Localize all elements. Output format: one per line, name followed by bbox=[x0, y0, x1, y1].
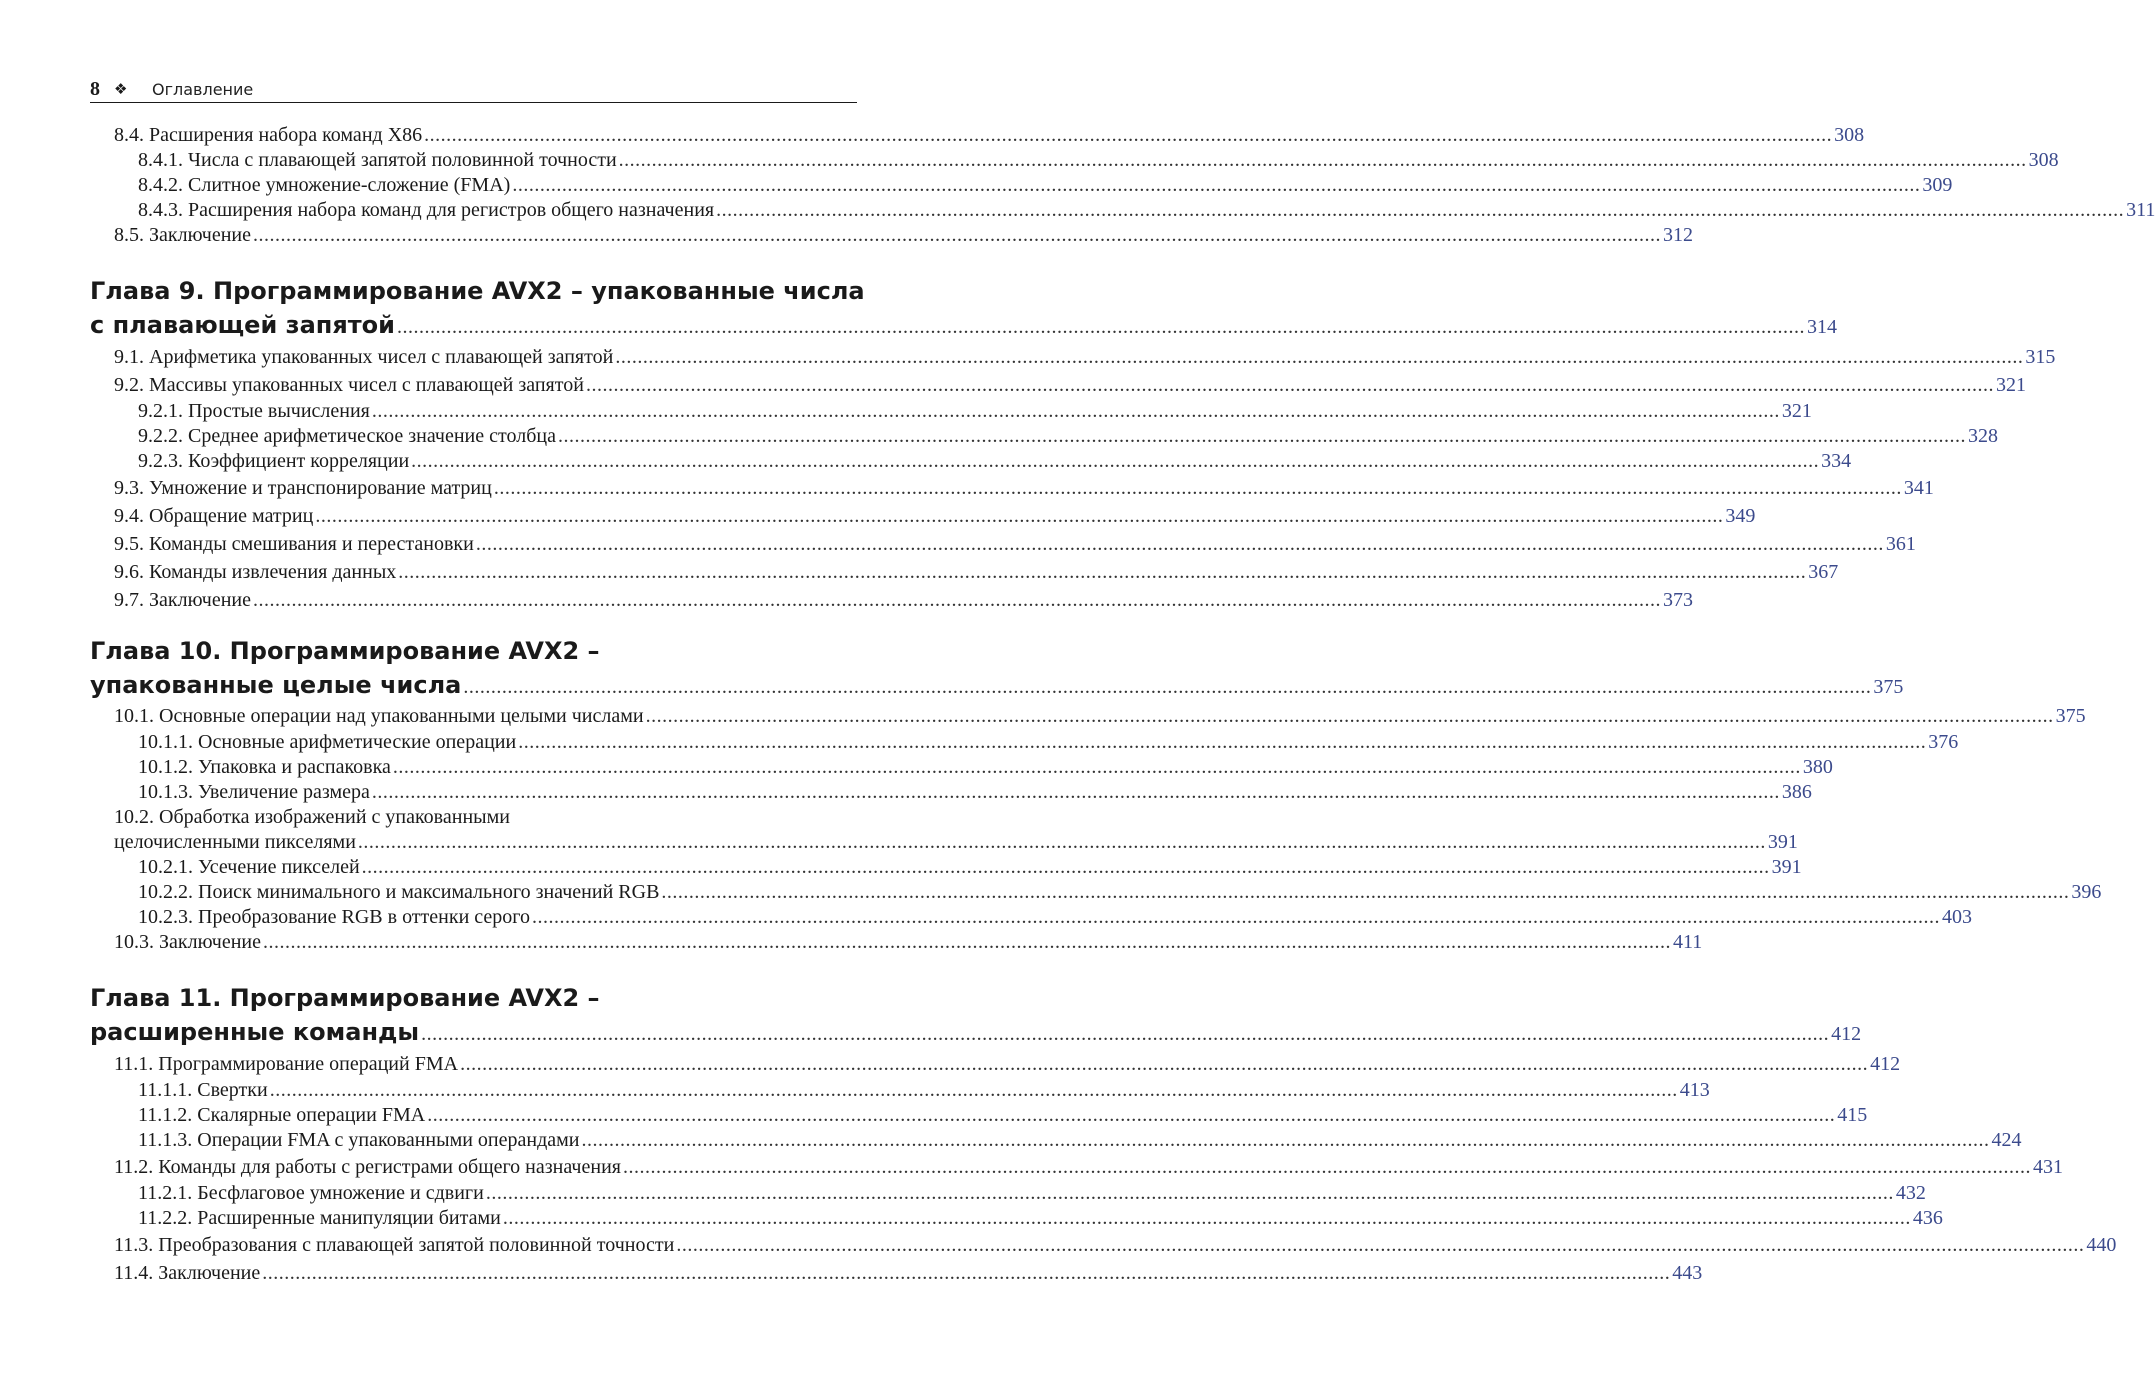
toc-entry-page[interactable]: 328 bbox=[1967, 425, 1998, 447]
toc-entry-page[interactable]: 386 bbox=[1781, 781, 1812, 803]
toc-entry-page[interactable]: 391 bbox=[1771, 856, 1802, 878]
toc-entry-page[interactable]: 380 bbox=[1802, 756, 1833, 778]
chapter-10-entries bbox=[90, 702, 2102, 955]
toc-entry-page[interactable]: 443 bbox=[1672, 1262, 1703, 1284]
chapter-11-heading[interactable] bbox=[90, 981, 1862, 1049]
toc-entry-page[interactable]: 432 bbox=[1895, 1182, 1926, 1204]
toc-entry[interactable] bbox=[90, 1231, 2117, 1259]
toc-entry-title: 9.5. Команды смешивания и перестановки bbox=[114, 533, 474, 555]
toc-entry[interactable] bbox=[90, 530, 1916, 558]
toc-entry-page[interactable]: 308 bbox=[1834, 124, 1865, 146]
running-head-title: Оглавление bbox=[152, 79, 254, 99]
leader-dots bbox=[362, 855, 1770, 880]
leader-dots bbox=[421, 1017, 1829, 1051]
toc-entry[interactable] bbox=[90, 198, 2155, 223]
toc-entry-title: 11.1.2. Скалярные операции FMA bbox=[138, 1104, 426, 1126]
leader-dots bbox=[623, 1153, 2031, 1181]
toc-entry-title: 8.4.2. Слитное умножение-сложение (FMA) bbox=[138, 174, 511, 196]
toc-entry[interactable] bbox=[90, 1078, 1710, 1103]
toc-entry-page[interactable]: 361 bbox=[1885, 533, 1916, 555]
leader-dots bbox=[586, 371, 1994, 399]
toc-entry-page[interactable]: 349 bbox=[1725, 505, 1756, 527]
toc-entry-title: 10.1.3. Увеличение размера bbox=[138, 781, 370, 803]
chapter-11-entries bbox=[90, 1050, 2117, 1287]
toc-entry[interactable] bbox=[90, 371, 2026, 399]
toc-entry-title: 10.1.1. Основные арифметические операции bbox=[138, 731, 517, 753]
toc-entry[interactable] bbox=[90, 123, 1865, 148]
toc-entry-title: 10.2.2. Поиск минимального и максимального значений RGB bbox=[138, 881, 660, 903]
leader-dots bbox=[646, 702, 2054, 730]
chapter-title-line2: расширенные команды bbox=[90, 1018, 420, 1046]
chapter-page[interactable]: 412 bbox=[1831, 1023, 1862, 1045]
chapter-10-heading[interactable] bbox=[90, 634, 1904, 702]
toc-entry-title: 8.4. Расширения набора команд X86 bbox=[114, 124, 423, 146]
leader-dots bbox=[253, 223, 1661, 248]
section-8-tail bbox=[90, 123, 2155, 248]
toc-entry[interactable] bbox=[90, 1103, 1868, 1128]
toc-entry-title: 11.2.2. Расширенные манипуляции битами bbox=[138, 1207, 501, 1229]
toc-entry-page[interactable]: 308 bbox=[2028, 149, 2059, 171]
toc-entry[interactable] bbox=[90, 1153, 2063, 1181]
leader-dots bbox=[398, 558, 1806, 586]
toc-entry[interactable] bbox=[90, 586, 1693, 614]
toc-entry-title: 9.7. Заключение bbox=[114, 589, 251, 611]
leader-dots bbox=[253, 586, 1661, 614]
toc-entry[interactable] bbox=[90, 1181, 1926, 1206]
chapter-9-heading[interactable] bbox=[90, 274, 1837, 342]
toc-entry-page[interactable]: 311 bbox=[2126, 199, 2155, 221]
leader-dots bbox=[582, 1128, 1990, 1153]
chapter-title-line2-row[interactable] bbox=[90, 1015, 1862, 1049]
leader-dots bbox=[315, 502, 1723, 530]
toc-entry-title: 11.1.3. Операции FMA с упакованными операндами bbox=[138, 1129, 580, 1151]
toc-entry-page[interactable]: 373 bbox=[1663, 589, 1693, 611]
leader-dots bbox=[427, 1103, 1835, 1128]
toc-entry-title: 10.1.2. Упаковка и распаковка bbox=[138, 756, 391, 778]
toc-entry-title: 10.2.1. Усечение пикселей bbox=[138, 856, 360, 878]
toc-entry[interactable] bbox=[90, 780, 1812, 805]
toc-entry-page[interactable]: 367 bbox=[1808, 561, 1839, 583]
toc-entry[interactable] bbox=[90, 424, 1998, 449]
toc-entry-page[interactable]: 424 bbox=[1991, 1129, 2022, 1151]
chapter-title-line2-row[interactable] bbox=[90, 308, 1837, 342]
leader-dots bbox=[503, 1206, 1911, 1231]
leader-dots bbox=[372, 399, 1780, 424]
toc-entry-title: 9.1. Арифметика упакованных чисел с плавающей запятой bbox=[114, 346, 614, 368]
leader-dots bbox=[615, 343, 2023, 371]
toc-entry-page[interactable]: 341 bbox=[1903, 477, 1934, 499]
chapter-9-entries bbox=[90, 343, 2056, 614]
toc-entry[interactable] bbox=[90, 173, 1953, 198]
toc-entry-page[interactable]: 403 bbox=[1941, 906, 1972, 928]
toc-entry[interactable] bbox=[90, 399, 1812, 424]
chapter-page[interactable]: 375 bbox=[1873, 676, 1904, 698]
running-head bbox=[90, 76, 857, 103]
toc-entry-title: 9.2.1. Простые вычисления bbox=[138, 400, 370, 422]
leader-dots bbox=[463, 670, 1871, 704]
leader-dots bbox=[397, 310, 1805, 344]
leader-dots bbox=[494, 474, 1902, 502]
toc-entry-page[interactable]: 321 bbox=[1781, 400, 1812, 422]
toc-entry[interactable] bbox=[90, 855, 1802, 880]
toc-entry-page[interactable]: 436 bbox=[1912, 1207, 1943, 1229]
toc-entry-two-line[interactable] bbox=[90, 805, 1798, 855]
leader-dots bbox=[619, 148, 2027, 173]
leader-dots bbox=[532, 905, 1940, 930]
toc-entry-title: 11.3. Преобразования с плавающей запятой половинной точности bbox=[114, 1234, 675, 1256]
toc-entry-title: 8.4.1. Числа с плавающей запятой половинной точности bbox=[138, 149, 617, 171]
toc-entry-continuation[interactable] bbox=[114, 830, 1798, 855]
toc-entry-title: 8.4.3. Расширения набора команд для регистров общего назначения bbox=[138, 199, 715, 221]
toc-entry[interactable] bbox=[90, 449, 1852, 474]
ornament-icon: ❖ bbox=[114, 80, 128, 98]
chapter-title-line1: Глава 10. Программирование AVX2 – bbox=[90, 637, 600, 665]
toc-entry[interactable] bbox=[90, 905, 1972, 930]
toc-entry-page[interactable]: 375 bbox=[2055, 705, 2086, 727]
leader-dots bbox=[676, 1231, 2084, 1259]
toc-entry-page[interactable]: 321 bbox=[1995, 374, 2026, 396]
toc-entry[interactable] bbox=[90, 502, 1756, 530]
leader-dots bbox=[411, 449, 1819, 474]
toc-entry-title: 11.2.1. Бесфлаговое умножение и сдвиги bbox=[138, 1182, 484, 1204]
toc-entry-page[interactable]: 376 bbox=[1928, 731, 1959, 753]
leader-dots bbox=[518, 730, 1926, 755]
toc-entry[interactable] bbox=[90, 730, 1959, 755]
toc-entry-title: 10.2.3. Преобразование RGB в оттенки серого bbox=[138, 906, 530, 928]
toc-entry-page[interactable]: 431 bbox=[2032, 1156, 2063, 1178]
leader-dots bbox=[358, 830, 1766, 855]
toc-entry[interactable] bbox=[90, 1128, 2022, 1153]
chapter-page[interactable]: 314 bbox=[1806, 316, 1837, 338]
toc-entry-title: 8.5. Заключение bbox=[114, 224, 251, 246]
toc-entry-page[interactable]: 412 bbox=[1870, 1053, 1901, 1075]
toc-entry[interactable] bbox=[90, 1206, 1943, 1231]
toc-entry-title: 9.6. Команды извлечения данных bbox=[114, 561, 397, 583]
toc-entry-title: 11.1. Программирование операций FMA bbox=[114, 1053, 459, 1075]
leader-dots bbox=[393, 755, 1801, 780]
chapter-title-line1: Глава 9. Программирование AVX2 – упакованные числа bbox=[90, 277, 865, 305]
page-number: 8 bbox=[90, 77, 100, 100]
toc-entry-title: 10.1. Основные операции над упакованными целыми числами bbox=[114, 705, 644, 727]
toc-entry-title: 9.2.3. Коэффициент корреляции bbox=[138, 450, 410, 472]
toc-entry-page[interactable]: 411 bbox=[1673, 931, 1703, 953]
toc-entry-title: 11.1.1. Свертки bbox=[138, 1079, 268, 1101]
leader-dots bbox=[270, 1078, 1678, 1103]
chapter-title-line2-row[interactable] bbox=[90, 668, 1904, 702]
toc-entry[interactable] bbox=[90, 474, 1934, 502]
toc-entry[interactable] bbox=[90, 343, 2056, 371]
toc-entry[interactable] bbox=[90, 1259, 1703, 1287]
leader-dots bbox=[263, 930, 1671, 955]
chapter-title-line1: Глава 11. Программирование AVX2 – bbox=[90, 984, 600, 1012]
chapter-title-line2: упакованные целые числа bbox=[90, 671, 462, 699]
toc-entry-page[interactable]: 396 bbox=[2071, 881, 2102, 903]
chapter-title-line2: с плавающей запятой bbox=[90, 311, 395, 339]
leader-dots bbox=[460, 1050, 1868, 1078]
toc-entry[interactable] bbox=[90, 930, 1703, 955]
leader-dots bbox=[372, 780, 1780, 805]
toc-entry[interactable] bbox=[90, 702, 2086, 730]
toc-entry[interactable] bbox=[90, 148, 2059, 173]
toc-entry[interactable] bbox=[90, 1050, 1901, 1078]
toc-entry-title: 9.2.2. Среднее арифметическое значение столбца bbox=[138, 425, 556, 447]
toc-entry-page[interactable]: 413 bbox=[1679, 1079, 1710, 1101]
toc-entry-page[interactable]: 391 bbox=[1767, 831, 1798, 853]
leader-dots bbox=[558, 424, 1966, 449]
toc-entry[interactable] bbox=[90, 223, 1693, 248]
leader-dots bbox=[262, 1259, 1670, 1287]
leader-dots bbox=[424, 123, 1832, 148]
toc-page bbox=[90, 0, 2155, 1388]
toc-entry-title: целочисленными пикселями bbox=[114, 831, 356, 853]
toc-entry-title: 10.3. Заключение bbox=[114, 931, 261, 953]
toc-entry[interactable] bbox=[90, 755, 1833, 780]
leader-dots bbox=[476, 530, 1884, 558]
leader-dots bbox=[512, 173, 1920, 198]
leader-dots bbox=[716, 198, 2124, 223]
toc-entry-title: 11.2. Команды для работы с регистрами общего назначения bbox=[114, 1156, 621, 1178]
toc-entry-title: 9.4. Обращение матриц bbox=[114, 505, 314, 527]
leader-dots bbox=[661, 880, 2069, 905]
toc-entry-page[interactable]: 315 bbox=[2025, 346, 2056, 368]
toc-entry[interactable] bbox=[90, 880, 2102, 905]
toc-entry-page[interactable]: 440 bbox=[2086, 1234, 2117, 1256]
toc-entry-title: 11.4. Заключение bbox=[114, 1262, 261, 1284]
toc-entry[interactable] bbox=[90, 558, 1839, 586]
leader-dots bbox=[486, 1181, 1894, 1206]
toc-entry-title: 9.3. Умножение и транспонирование матриц bbox=[114, 477, 492, 499]
toc-entry-title: 9.2. Массивы упакованных чисел с плавающей запятой bbox=[114, 374, 584, 396]
toc-entry-page[interactable]: 309 bbox=[1922, 174, 1953, 196]
toc-entry-page[interactable]: 334 bbox=[1821, 450, 1852, 472]
toc-entry-page[interactable]: 415 bbox=[1837, 1104, 1868, 1126]
toc-entry-page[interactable]: 312 bbox=[1663, 224, 1693, 246]
toc-entry-title: 10.2. Обработка изображений с упакованными bbox=[114, 806, 510, 828]
